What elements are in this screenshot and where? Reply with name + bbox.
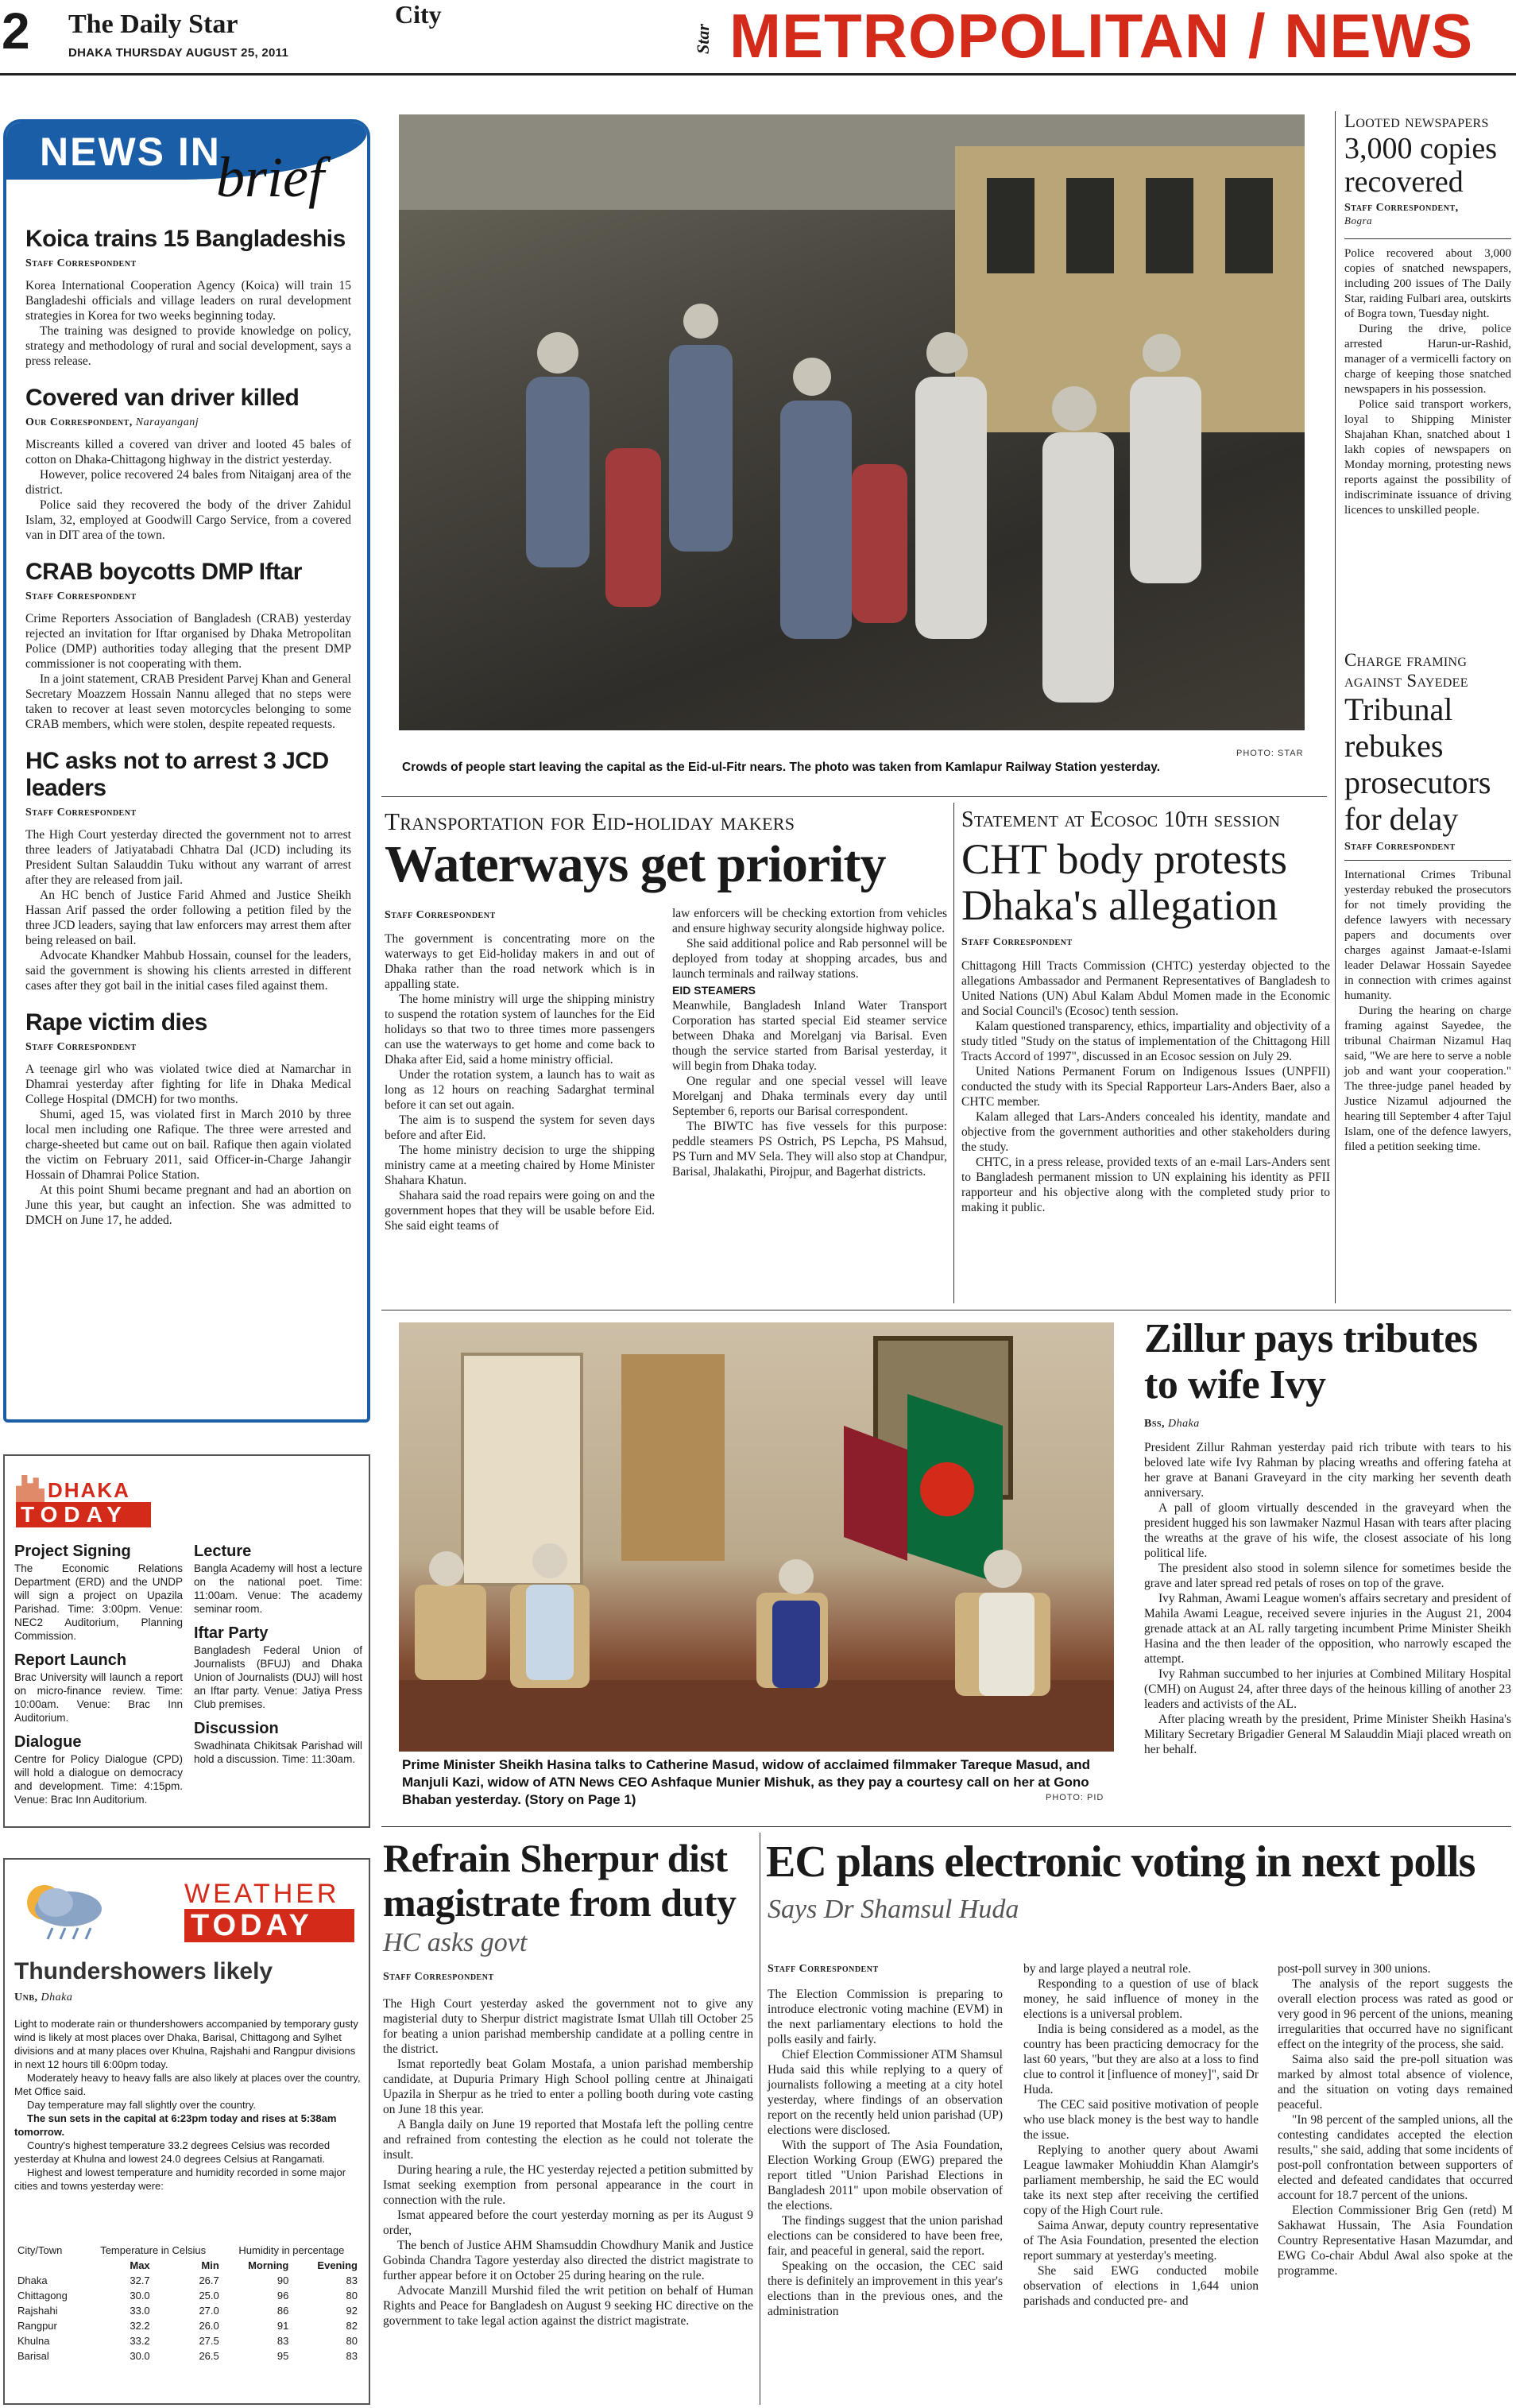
subhead: Says Dr Shamsul Huda	[768, 1895, 1019, 1924]
headline[interactable]: EC plans electronic voting in next polls	[766, 1837, 1475, 1887]
weather-text: Light to moderate rain or thundershowers accompanied by temporary gusty wind is likely at most places over Dhaka, Barisal, Chittagong and Sylhet divisions and at many places over Khulna, Rajshahi and Rangpur divisions in next 12 hours till 6:00pm today. Moderately heavy to heavy falls are also likely at places over the country, Met Office said. Day temperature may fall slightly over the country. The sun sets in the capital at 6:23pm today and rises at 5:38am tomorrow. Country's highest temperature 33.2 degrees Celsius was recorded yesterday at Khulna and lowest 24.0 degrees Celsius at Rangamati. Highest and lowest temperature and humidity recorded in some major cities and towns yesterday were:	[14, 2018, 361, 2192]
brief-para: The training was designed to provide knowledge on policy, strategy and methodology of rural and social development, says a press release.	[25, 324, 351, 368]
brief-item	[25, 1009, 351, 1228]
waterways-col1: The government is concentrating more on the waterways to get Eid-holiday makers in and out of Dhaka rather than the road network which is in appalling state. The home ministry will urge the shipping ministry to suspend the rotation system of launches for the Eid holidays so that two to three times more passengers can use the waterways to get home and come back to Dhaka after Eid, said a home ministry official. Under the rotation system, a launch has to wait as long as 12 hours on reaching Sadarghat terminal before it can set out again. The aim is to suspend the system for seven days before and after Eid. The home ministry decision to urge the shipping ministry came at a meeting chaired by Home Minister Shahara Khatun. Shahara said the road repairs were going on and the government hopes that they will be usable before Eid. She said eight teams of	[385, 932, 655, 1233]
event-title[interactable]: Dialogue	[14, 1733, 82, 1751]
brief-byline: Staff Correspondent	[25, 257, 137, 269]
waterways-col2: law enforcers will be checking extortion from vehicles and ensure highway security alongside highway police. She said additional police and Rab personnel will be deployed from today at shopping arcades, bus and launch terminals and railway stations. EID STEAMERS Meanwhile, Bangladesh Inland Water Transport Corporation has started special Eid steamer service between Dhaka and Morelganj via Barisal. Even though the service started from Barisal yesterday, it will begin from Dhaka today. One regular and one special vessel will leave Morelganj and Dhaka terminals every day until September 6, reports our Barisal correspondent. The BIWTC has five vessels for this purpose: peddle steamers PS Ostrich, PS Lepcha, PS Mahsud, PS Turn and MV Sela. They will also stop at Chandpur, Barisal, Jhalakathi, Pirojpur, and Bagerhat districts.	[672, 907, 947, 1179]
table-row: Barisal 30.0 26.5 95 83	[17, 2350, 358, 2362]
brief-para: At this point Shumi became pregnant and had an abortion on June this year, but caught an infection. She was admitted to DMCH on June 17, he added.	[25, 1183, 351, 1227]
subhead: HC asks govt	[383, 1928, 528, 1957]
ec-col2: by and large played a neutral role. Responding to a question of use of black money, he said influence of money in the elections is a universal problem. India is being considered as a model, as the country has been practicing democracy for the last 60 years, "but they are also at a loss to find clue to control it [influence of money]", said Dr Huda. The CEC said positive motivation of people who use black money is the best way to handle the issue. Replying to another query about Awami League lawmaker Mohiuddin Khan Alamgir's parliament membership, he said the EC would take its next step after receiving the certified copy of the High Court rule. Saima Anwar, deputy country representative of The Asia Foundation, presented the election report summary at yesterday's meeting. She said EWG conducted mobile observation of elections in 1,644 union parishads and conducted pre- and	[1023, 1962, 1259, 2308]
brief-byline: Staff Correspondent	[25, 590, 137, 602]
brief-para: In a joint statement, CRAB President Parvej Khan and General Secretary Moazzem Hossain Nannu alleged that no steps were taken to recover at least seven motorcycles belonging to some CRAB members, which were stolen, despite repeated requests.	[25, 672, 351, 731]
dhaka-today-col2	[194, 1545, 362, 1766]
ec-col1: The Election Commission is preparing to introduce electronic voting machine (EVM) in the next parliamentary elections to hold the polls easily and fairly. Chief Election Commissioner ATM Shamsul Huda said this while replying to a query of journalists following a meeting at a city hotel yesterday, where findings of an observation report on the recently held union parishad (UP) elections were disclosed. With the support of The Asia Foundation, Election Working Group (EWG) prepared the report titled "Union Parishad Elections in Bangladesh 2011" upon mobile observation of the elections. The findings suggest that the union parishad elections can be considered to have been free, fair, and peaceful in general, said the report. Speaking on the occasion, the CEC said there is definitely an improvement in this year's elections than in the previous ones, and the administration	[768, 1988, 1003, 2318]
dhaka-today-logo	[16, 1470, 151, 1527]
headline[interactable]: 3,000 copies recovered	[1344, 132, 1498, 199]
skyline-icon	[16, 1475, 44, 1502]
table-header: Evening	[317, 2259, 358, 2271]
brief-item	[25, 748, 351, 993]
table-row: Rajshahi 33.0 27.0 86 92	[17, 2305, 358, 2317]
ec-col3: post-poll survey in 300 unions. The analysis of the report suggests the overall election process was rated as good or very good in 96 percent of the unions, meaning irregularities that occurred have no significant effect on the integrity of the process, she said. Saima also said the pre-poll situation was marked by almost total absence of violence, and the situation on voting days remained peaceful. "In 98 percent of the sampled unions, all the contesting candidates accepted the election results," she said, adding that some incidents of post-poll confrontation between supporters of elected and defeated candidates that occurred account for 18.7 percent of the unions. Election Commissioner Brig Gen (retd) M Sakhawat Hussain, The Asia Foundation Country Representative Hasan Mazumdar, and EWG Co-chair Abdul Awal also spoke at the programme.	[1278, 1962, 1513, 2278]
dhaka-today-logo-top: DHAKA	[48, 1478, 130, 1502]
section-title: METROPOLITAN / NEWS	[729, 1, 1474, 71]
brief-para: Crime Reporters Association of Bangladesh (CRAB) yesterday rejected an invitation for Iftar organised by Dhaka Metropolitan Police (DMP) authorities today alleging that the present DMP commissioner is not cooperating with them.	[25, 612, 351, 671]
meeting-photo-illustration	[399, 1322, 1114, 1752]
event-text: Bangladesh Federal Union of Journalists (BFUJ) and Dhaka Union of Journalists (DUJ) will host an Iftar party. Venue: Jatiya Press Club premises.	[194, 1644, 362, 1710]
photo-credit: PHOTO: PID	[1046, 1793, 1104, 1802]
table-header: Temperature in Celsius	[100, 2244, 207, 2256]
brief-para: A teenage girl who was violated twice died at Namarchar in Dhamrai yesterday after fighting for life in Dhaka Medical College Hospital (DMCH) for two months.	[25, 1063, 351, 1106]
event-title[interactable]: Iftar Party	[194, 1624, 269, 1642]
cht-body: Chittagong Hill Tracts Commission (CHTC) yesterday objected to the allegations Ambassador and Permanent Representatives of Bangladesh to United Nations (UN) Abul Kalam Abdul Momen made in the Economic and Social Council's (Ecosoc) tenth session. Kalam questioned transparency, ethics, impartiality and objectivity of a study titled "Study on the status of implementation of the Chittagong Hill Tracts Accord of 1997", discussed in an Ecosoc session on July 29. United Nations Permanent Forum on Indigenous Issues (UNPFII) conducted the study with its Special Rapporteur Lars-Anders Baer, also a CHTC member. Kalam alleged that Lars-Anders concealed his identity, mandate and objective from the government authorities and other stakeholders during the study. CHTC, in a press release, provided texts of an e-mail Lars-Anders sent to Bangladesh permanent mission to UN explaining his identity as PFII rapporteur and his objective along with the completed study prior to making it public.	[961, 959, 1330, 1214]
byline: Staff Correspondent	[961, 936, 1073, 948]
star-logo: Star	[693, 24, 713, 54]
table-header: City/Town	[17, 2244, 63, 2256]
tribunal-body: International Crimes Tribunal yesterday rebuked the prosecutors for not timely providing the defence lawyers with necessary papers and documents over charges against Jamaat-e-Islami leader Delawar Hossain Sayedee in connection with crimes against humanity. During the hearing on charge framing against Sayedee, the tribunal Chairman Nizamul Haq said, "We are here to serve a noble job and want your cooperation." The three-judge panel headed by Justice Nizamul adjourned the hearing till September 4 after Tajul Islam, one of the defence lawyers, filed a petition seeking time.	[1344, 869, 1511, 1153]
headline[interactable]: CHT body protests Dhaka's allegation	[961, 835, 1288, 929]
section-small: City	[395, 0, 442, 29]
crowd-photo-illustration	[399, 114, 1305, 730]
brief-headline[interactable]: CRAB boycotts DMP Iftar	[25, 559, 302, 585]
table-header: Max	[130, 2259, 150, 2271]
event-title[interactable]: Lecture	[194, 1543, 252, 1560]
event-text: Swadhinata Chikitsak Parishad will hold a discussion. Time: 11:30am.	[194, 1740, 362, 1765]
brief-headline[interactable]: HC asks not to arrest 3 JCD leaders	[25, 748, 329, 801]
headline[interactable]: Refrain Sherpur dist magistrate from duty	[383, 1836, 737, 1925]
brief-para: Miscreants killed a covered van driver and looted 45 bales of cotton on Dhaka-Chittagong highway in the district yesterday.	[25, 438, 351, 467]
kicker: Statement at Ecosoc 10th session	[961, 807, 1281, 832]
dhaka-today-col1	[14, 1545, 183, 1806]
event-title[interactable]: Report Launch	[14, 1651, 127, 1669]
brief-item	[25, 385, 351, 543]
cloud-rain-icon	[21, 1879, 108, 1942]
kicker: Transportation for Eid-holiday makers	[385, 807, 795, 835]
table-header: Morning	[248, 2259, 289, 2271]
table-header: Min	[201, 2259, 219, 2271]
sherpur-body: The High Court yesterday asked the government not to give any magisterial duty to Sherpur district magistrate Ismat Ullah till October 25 for beating a union parishad membership candidate at a polling centre in the district. Ismat reportedly beat Golam Mostafa, a union parishad membership candidate, at Dupuria Primary High School polling centre at Jhinaigati Upazila in Sherpur as he tried to enter a polling booth during vote casting on June 18 this year. A Bangla daily on June 19 reported that Mostafa left the polling centre and refrained from contesting the election as he could not tolerate the insult. During hearing a rule, the HC yesterday rejected a petition submitted by Ismat seeking exemption from personal appearance in the court in connection with the rule. Ismat appeared before the court yesterday morning as per its August 9 order, The bench of Justice AHM Shamsuddin Chowdhury Manik and Justice Gobinda Chandra Tagore yesterday also directed the district magistrate to further appear before it on October 25 during hearing on the rule. Advocate Manzill Murshid filed the writ petition on behalf of Human Rights and Peace for Bangladesh on August 9 seeking HC directive on the government to take legal action against the district magistrate.	[383, 1997, 753, 2328]
news-in-brief-title: NEWS IN	[40, 130, 221, 174]
pm-photo-caption: Prime Minister Sheikh Hasina talks to Catherine Masud, widow of acclaimed filmmaker Tareque Masud, and Manjuli Kazi, widow of ATN News CEO Ashfaque Munier Mishuk, as they pay a courtesy call on her at Gono Bhaban yesterday. (Story on Page 1)	[402, 1757, 1090, 1807]
news-in-brief-box	[3, 119, 370, 1423]
brief-para: However, police recovered 24 bales from Nitaiganj area of the district.	[25, 468, 351, 497]
table-row: Chittagong 30.0 25.0 96 80	[17, 2290, 358, 2302]
byline: Staff Correspondent	[1344, 841, 1456, 853]
subhead: EID STEAMERS	[672, 984, 756, 997]
weather-logo-bottom: TODAY	[184, 1909, 354, 1942]
weather-headline[interactable]: Thundershowers likely	[14, 1958, 273, 1984]
brief-headline[interactable]: Koica trains 15 Bangladeshis	[25, 226, 346, 252]
dhaka-today-logo-bottom: TODAY	[16, 1502, 151, 1527]
weather-box	[3, 1858, 370, 2405]
event-text: Centre for Policy Dialogue (CPD) will hold a dialogue on democracy and development. Time: 4:15pm. Venue: Brac Inn Auditorium.	[14, 1753, 183, 1806]
dateline: DHAKA THURSDAY AUGUST 25, 2011	[68, 46, 289, 60]
paper-name[interactable]: The Daily Star	[68, 10, 238, 39]
brief-list	[25, 226, 351, 1244]
byline: Staff Correspondent	[768, 1963, 879, 1975]
photo-credit: PHOTO: STAR	[1236, 749, 1304, 758]
brief-byline: Our Correspondent, Narayanganj	[25, 416, 199, 428]
brief-para: Advocate Khandker Mahbub Hossain, counsel for the leaders, said the government is showing his clients arrested in different cases after they got bail in the initial cases filed against them.	[25, 949, 351, 993]
lead-photo[interactable]	[399, 114, 1305, 730]
event-title[interactable]: Project Signing	[14, 1543, 131, 1560]
table-row: Khulna 33.2 27.5 83 80	[17, 2335, 358, 2347]
weather-logo-top: WEATHER	[184, 1879, 340, 1909]
byline: Staff Correspondent	[385, 909, 496, 921]
event-text: The Economic Relations Department (ERD) and the UNDP will sign a project on Upazila Parishad. Time: 3:00pm. Venue: NEC2 Auditorium, Planning Commission.	[14, 1562, 183, 1642]
looted-body: Police recovered about 3,000 copies of snatched newspapers, including 200 issues of The Daily Star, raiding Fulbari area, outskirts of Bogra town, Tuesday night. During the drive, police arrested Harun-ur-Rashid, manager of a vermicelli factory on charge of keeping those snatched newspapers in his possession. Police said transport workers, loyal to Shipping Minister Shajahan Khan, snatched about 1 lakh copies of newspapers on Monday morning, protesting news reports against the possibility of indiscriminate issuance of driving licences to unskilled people.	[1344, 247, 1511, 517]
event-text: Brac University will launch a report on micro-finance review. Time: 10:00am. Venue: Brac Inn Auditorium.	[14, 1671, 183, 1724]
weather-logo	[21, 1879, 354, 1942]
kicker: Looted newspapers	[1344, 111, 1489, 131]
headline[interactable]: Zillur pays tributes to wife Ivy	[1144, 1316, 1478, 1407]
event-text: Bangla Academy will host a lecture on the national poet. Time: 11:00am. Venue: The academy seminar room.	[194, 1562, 362, 1615]
event-title[interactable]: Discussion	[194, 1720, 279, 1737]
brief-item	[25, 226, 351, 369]
headline[interactable]: Tribunal rebukes prosecutors for delay	[1344, 691, 1491, 837]
sun-times: The sun sets in the capital at 6:23pm today and rises at 5:38am tomorrow.	[14, 2112, 337, 2138]
weather-byline: Unb, Dhaka	[14, 1992, 73, 2003]
weather-table	[14, 2243, 361, 2363]
page-number: 2	[2, 2, 30, 60]
brief-para: An HC bench of Justice Farid Ahmed and Justice Sheikh Hassan Arif passed the order following a petition filed by the three JCD leaders, saying that law enforcers may arrest them after being released on bail.	[25, 888, 351, 947]
brief-para: Shumi, aged 15, was violated first in March 2010 by three local men including one Rafique. The three were arrested and charge-sheeted but came out on bail. Rafique then again violated the victim on February 2011, said Officer-in-Charge Jahangir Hossain of Dhamrai Police Station.	[25, 1108, 351, 1182]
byline: Bss, Dhaka	[1144, 1418, 1200, 1430]
byline: Staff Correspondent, Bogra	[1344, 202, 1459, 226]
byline: Staff Correspondent	[383, 1971, 494, 1983]
brief-para: Korea International Cooperation Agency (Koica) will train 15 Bangladeshi officials and village leaders on rural development strategies in Korea for two weeks beginning today.	[25, 279, 351, 323]
brief-para: Police said they recovered the body of the driver Zahidul Islam, 32, employed at Goodwill Cargo Service, from a covered van in DIT area of the town.	[25, 498, 351, 542]
news-in-brief-header	[6, 122, 367, 216]
photo-caption: Crowds of people start leaving the capital as the Eid-ul-Fitr nears. The photo was taken from Kamlapur Railway Station yesterday.	[402, 761, 1161, 774]
brief-headline[interactable]: Rape victim dies	[25, 1009, 207, 1036]
brief-item	[25, 559, 351, 732]
zillur-body: President Zillur Rahman yesterday paid rich tribute with tears to his beloved late wife Ivy Rahman by placing wreaths and offering fateha at her grave at Banani Graveyard in the city marking her seventh death anniversary. A pall of gloom virtually descended in the graveyard when the president hugged his son lawmaker Nazmul Hasan with tears after placing the wreaths at the grave of his wife, the closest associate of his long political life. The president also stood in solemn silence for sometimes beside the grave and later spread red petals of roses on top of the grave. Ivy Rahman, Awami League women's affairs secretary and president of Mahila Awami League, received severe injuries in the August 21, 2004 grenade attack at an AL rally targeting incumbent Prime Minister Sheikh Hasina and the then leader of the opposition, who narrowly escaped the attempt. Ivy Rahman succumbed to her injuries at Combined Military Hospital (CMH) on August 24, after three days of the heinous killing of another 23 leaders and activists of the AL. After placing wreath by the president, Prime Minister Sheikh Hasina's Military Secretary Brigadier General M Salauddin Miaji placed wreath on her behalf.	[1144, 1441, 1511, 1756]
brief-headline[interactable]: Covered van driver killed	[25, 385, 300, 411]
pm-photo[interactable]	[399, 1322, 1114, 1752]
table-row: Dhaka 32.7 26.7 90 83	[17, 2274, 358, 2286]
kicker: Charge framing against Sayedee	[1344, 650, 1468, 691]
dhaka-today-box	[3, 1454, 370, 1828]
table-header: Humidity in percentage	[238, 2244, 345, 2256]
headline[interactable]: Waterways get priority	[385, 835, 886, 893]
masthead	[0, 0, 1516, 73]
brief-byline: Staff Correspondent	[25, 1041, 137, 1053]
table-row: Rangpur 32.2 26.0 91 82	[17, 2320, 358, 2332]
brief-para: The High Court yesterday directed the government not to arrest three leaders of Jatiyatabadi Chhatra Dal (JCD) including its President Sultan Salauddin Tuku without any warrant of arrest after they are released from jail.	[25, 828, 351, 887]
news-in-brief-script: brief	[216, 145, 324, 209]
brief-byline: Staff Correspondent	[25, 807, 137, 819]
